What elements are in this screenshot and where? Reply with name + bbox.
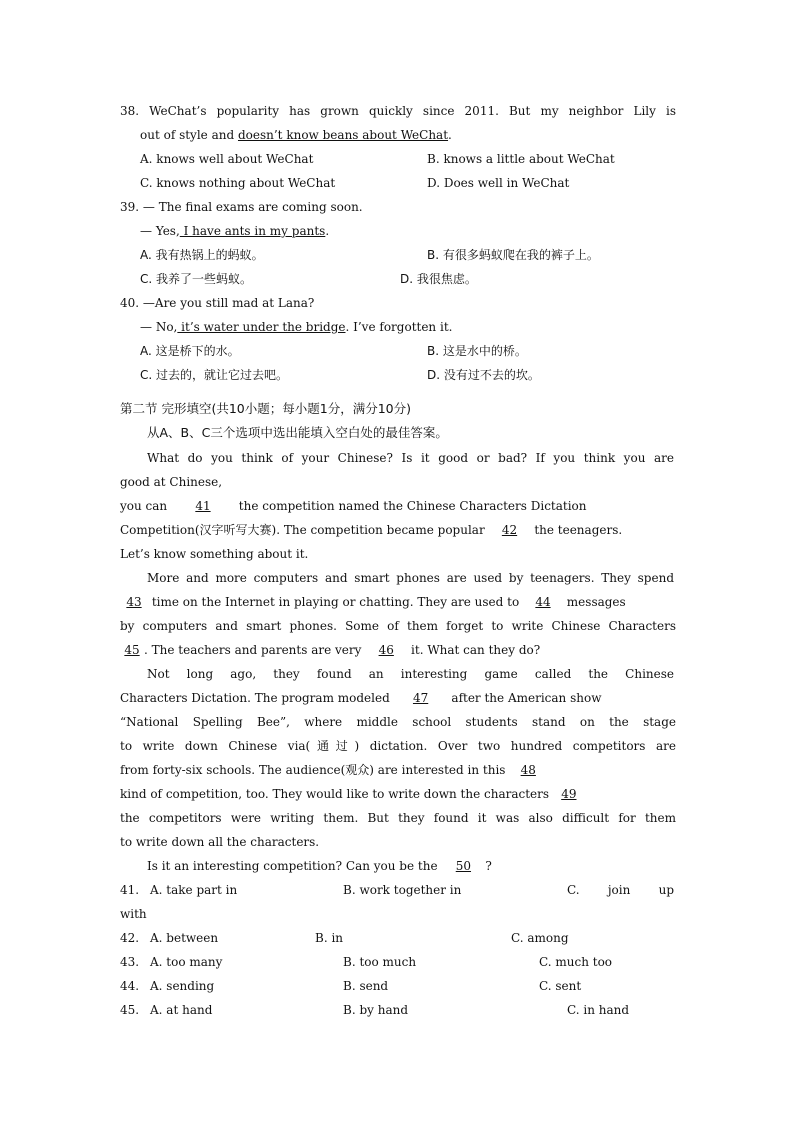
q39-option-d: D. 我很焦虑。 — [400, 272, 477, 286]
q38-option-d: D. Does well in WeChat — [427, 176, 570, 190]
blank-44: 44 — [535, 595, 551, 609]
passage-p3-line2: Characters Dictation. The program modeled 47 after the American show — [120, 691, 602, 705]
q38-underlined-phrase: doesn’t know beans about WeChat — [237, 128, 449, 142]
blank-48: 48 — [520, 763, 536, 777]
passage-p3-line8: to write down all the characters. — [120, 835, 320, 849]
passage-p2-line4: 45 . The teachers and parents are very 46 it. What can they do? — [120, 642, 676, 658]
q45-option-c: C. in hand — [567, 1003, 630, 1017]
q41-option-c: C. join up — [567, 883, 674, 897]
q39-stem-line1: 39. — The final exams are coming soon. — [120, 200, 363, 214]
q38-option-a: A. knows well about WeChat — [140, 152, 314, 166]
passage-p3-line1: Not long ago, they found an interesting game called the Chinese — [147, 667, 674, 681]
q38-stem-line2: out of style and doesn’t know beans about WeChat. — [140, 128, 452, 142]
q40-option-a: A. 这是桥下的水。 — [140, 344, 240, 358]
q39-underlined-phrase: I have ants in my pants — [179, 224, 326, 238]
q38-option-b: B. knows a little about WeChat — [427, 152, 615, 166]
q41-option-a: A. take part in — [150, 883, 238, 897]
q40-option-b: B. 这是水中的桥。 — [427, 344, 527, 358]
blank-49: 49 — [561, 787, 577, 801]
passage-p2-line3: by computers and smart phones. Some of them forget to write Chinese Characters — [120, 619, 676, 633]
q41-option-c-cont: with — [120, 907, 147, 921]
q44-option-a: A. sending — [150, 979, 215, 993]
passage-p3-line4: to write down Chinese via(通过) dictation. Over two hundred competitors are — [120, 739, 676, 753]
q39-option-a: A. 我有热锅上的蚂蚁。 — [140, 248, 264, 262]
q40-option-d: D. 没有过不去的坎。 — [427, 368, 540, 382]
passage-p1-line1: What do you think of your Chinese? Is it good or bad? If you think you are — [147, 451, 674, 465]
q42-option-a: A. between — [150, 931, 219, 945]
q40-stem-line1: 40. —Are you still mad at Lana? — [120, 296, 315, 310]
blank-41: 41 — [195, 499, 211, 513]
q45-option-b: B. by hand — [343, 1003, 409, 1017]
q39-option-c: C. 我养了一些蚂蚁。 — [140, 272, 253, 286]
passage-p2-line1: More and more computers and smart phones are used by teenagers. They spend — [147, 571, 674, 585]
q40-option-c: C. 过去的，就让它过去吧。 — [140, 368, 289, 382]
passage-p3-line5: from forty-six schools. The audience(观众) are interested in this 48 — [120, 762, 676, 778]
passage-p3-line3: “National Spelling Bee”, where middle school students stand on the stage — [120, 715, 676, 729]
q44-option-c: C. sent — [539, 979, 582, 993]
blank-45: 45 — [124, 643, 140, 657]
q41-option-b: B. work together in — [343, 883, 462, 897]
blank-43: 43 — [126, 595, 142, 609]
q42-option-c: C. among — [511, 931, 569, 945]
passage-p1-line4: Competition(汉字听写大赛). The competition became popular 42 the teenagers. — [120, 523, 623, 537]
q39-option-b: B. 有很多蚂蚁爬在我的裤子上。 — [427, 248, 599, 262]
q39-stem-line2: — Yes, I have ants in my pants. — [140, 224, 330, 238]
q40-underlined-phrase: it’s water under the bridge — [177, 320, 346, 334]
q41-number: 41. — [120, 883, 140, 897]
blank-46: 46 — [378, 643, 394, 657]
passage-p1-line3: you can 41 the competition named the Chinese Characters Dictation — [120, 499, 587, 513]
q38-stem-line1: 38. WeChat’s popularity has grown quickly since 2011. But my neighbor Lily is — [120, 104, 676, 118]
passage-p2-line2: 43 time on the Internet in playing or chatting. They are used to 44 messages — [120, 594, 676, 610]
q42-number: 42. — [120, 931, 140, 945]
passage-p1-line5: Let’s know something about it. — [120, 547, 309, 561]
q43-option-c: C. much too — [539, 955, 613, 969]
q40-stem-line2: — No, it’s water under the bridge. I’ve forgotten it. — [140, 320, 453, 334]
blank-50: 50 — [455, 859, 472, 873]
passage-p3-line7: the competitors were writing them. But they found it was also difficult for them — [120, 811, 676, 825]
q43-number: 43. — [120, 955, 140, 969]
passage-p1-line2: good at Chinese, — [120, 475, 223, 489]
section-title: 第二节 完形填空(共10小题；每小题1分，满分10分) — [120, 401, 411, 416]
q45-option-a: A. at hand — [150, 1003, 213, 1017]
q45-number: 45. — [120, 1003, 140, 1017]
q43-option-a: A. too many — [150, 955, 223, 969]
q38-option-c: C. knows nothing about WeChat — [140, 176, 336, 190]
q43-option-b: B. too much — [343, 955, 417, 969]
section-instruction: 从A、B、C三个选项中选出能填入空白处的最佳答案。 — [147, 425, 448, 440]
q44-option-b: B. send — [343, 979, 389, 993]
passage-p4: Is it an interesting competition? Can you be the 50 ? — [147, 859, 492, 873]
q44-number: 44. — [120, 979, 140, 993]
blank-47: 47 — [412, 691, 429, 705]
passage-p3-line6: kind of competition, too. They would like to write down the characters 49 — [120, 786, 676, 802]
q42-option-b: B. in — [315, 931, 344, 945]
blank-42: 42 — [501, 523, 518, 537]
